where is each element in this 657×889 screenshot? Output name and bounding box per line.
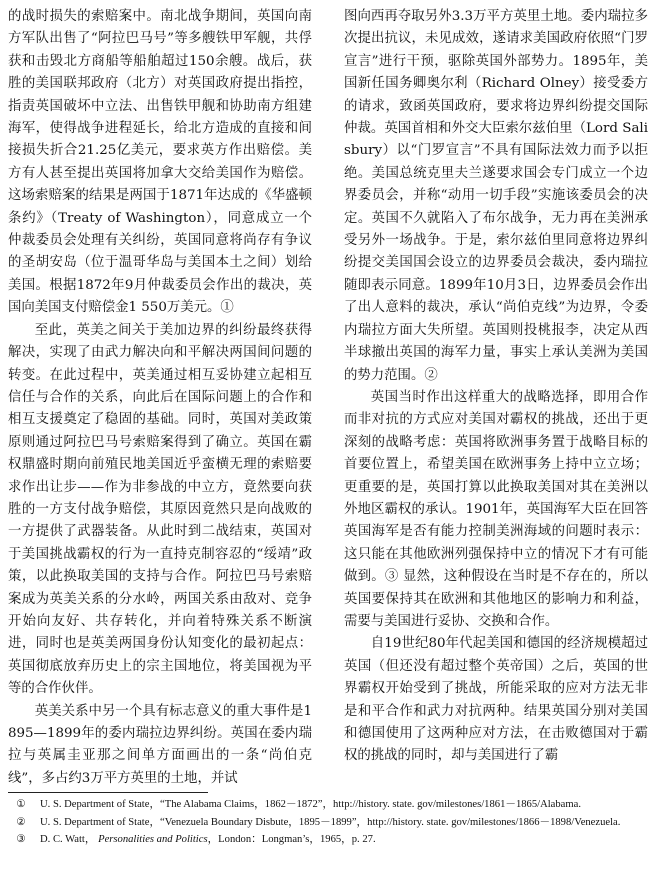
right-paragraph-2: 英国当时作出这样重大的战略选择，即用合作而非对抗的方式应对美国对霸权的挑战，还出于更深刻的战略考虑：英国将欧洲事务置于战略目标的首要位置上，希望美国在欧洲事务上持中立立场；更重要的是，英国打算以此换取美国对其在美洲以外地区霸权的承认。1901年，英国海军大臣在回答英国海军是否有能力控制美洲海域的问题时表示：这只能在其他欧洲列强保持中立的情况下才有可能做到。③ 显然，这种假设在当时是不存在的，所以英国要保持其在欧洲和其他地区的影响力和利益，需要与美国进行妥协、交换和合作。: [344, 389, 648, 629]
footnote-marker: ①: [16, 799, 26, 810]
footnote-marker: ②: [16, 816, 26, 828]
footnote-text: U. S. Department of State，“The Alabama Claims，1862－1872”，http://history. state. gov/milestones/1861－1865/Alabama.: [40, 799, 581, 810]
left-paragraph-2: 至此，英美之间关于美加边界的纠纷最终获得解决，实现了由武力解决向和平解决两国间问题的转变。在此过程中，英美通过相互妥协建立起相互信任与合作的关系，向此后在国际问题上的合作和相互支援奠定了稳固的基础。同时，英国对美政策原则通过阿拉巴马号索赔案得到了确立。英国在霸权鼎盛时期向前殖民地美国近乎蛮横无理的索赔要求作出让步——作为非参战的中立方，竟然要向获胜的一方支付战争赔偿，其原因竟然只是向战败的一方提供了武器装备。从此时到二战结束，英国对于美国挑战霸权的行为一直持克制容忍的“绥靖”政策，以此换取美国的支持与合作。阿拉巴马号索赔案成为英美关系的分水岭，两国关系由敌对、竞争开始向友好、共存转化，并向着特殊关系不断演进，同时也是英美两国身份认知变化的最初起点：英国彻底放弃历史上的宗主国地位，将美国视为平等的合作伙伴。: [8, 322, 312, 697]
footnotes: [10, 797, 650, 850]
footnote-marker: ③: [16, 834, 26, 846]
left-paragraph-3: 英美关系中另一个具有标志意义的重大事件是1895—1899年的委内瑞拉边界纠纷。英国在委内瑞拉与英属圭亚那之间单方面画出的一条“尚伯克线”，多占约3万平方英里的土地，并试: [8, 703, 312, 786]
right-paragraph-3: 自19世纪80年代起美国和德国的经济规模超过英国（但还没有超过整个英帝国）之后，英国的世界霸权开始受到了挑战，所能采取的应对方法无非是和平合作和武力对抗两种。结果英国分别对美国和德国使用了这两种应对方法，在击败德国对于霸权的挑战的同时，却与美国进行了霸: [344, 636, 648, 764]
footnote-publication: ，London：Longman’s，1965，p. 27.: [207, 834, 376, 846]
footnote-3: [10, 832, 650, 848]
right-paragraph-1: 图向西再夺取另外3.3万平方英里土地。委内瑞拉多次提出抗议，未见成效，遂请求美国政府依照“门罗宣言”进行干预，驱除英国外部势力。1895年，美国新任国务卿奥尔利（Richard Olney）接受委方的请求，致函英国政府，要求将边界纠纷提交国际仲裁。英国首相和外交大臣索尔兹伯里（Lord Salisbury）以“门罗宣言”不具有国际法效力而予以拒绝。美国总统克里夫兰遂要求国会专门成立一个边界委员会，并称“动用一切手段”实施该委员会的决定。英国不久就陷入了布尔战争，无力再在美洲承受另外一场战争。于是，索尔兹伯里同意将边界纠纷提交美国国会设立的边界委员会裁决，委内瑞拉随即表示同意。1899年10月3日，边界委员会作出了出人意料的裁决，承认“尚伯克线”为边界，令委内瑞拉方面大失所望。英国则投桃报李，决定从西半球撤出英国的海军力量，事实上承认美洲为美国的势力范围。②: [344, 9, 648, 383]
footnote-author: D. C. Watt，: [40, 834, 96, 846]
footnote-text: U. S. Department of State，“Venezuela Boundary Disbute，1895－1899”，http://history. state. gov/milestones/1866－1898/Venezuela.: [40, 816, 621, 828]
left-paragraph-1: 的战时损失的索赔案中。南北战争期间，英国向南方军队出售了“阿拉巴马号”等多艘铁甲军舰，共俘获和击毁北方商船等船舶超过150余艘。战后，获胜的美国联邦政府（北方）对英国政府提出指控，指责英国破坏中立法、出售铁甲舰和协助南方组建海军，使得战争进程延长，给北方造成的直接和间接损失折合21.25亿美元，要求英方作出赔偿。美方有人甚至提出英国将加拿大交给美国作为赔偿。这场索赔案的结果是两国于1871年达成的《华盛顿条约》（Treaty of Washington），同意成立一个仲裁委员会处理有关纠纷，英国同意将尚存有争议的圣胡安岛（位于温哥华岛与美国本土之间）划给美国。根据1872年9月仲裁委员会作出的裁决，英国向美国支付赔偿金1 550万美元。①: [8, 9, 312, 316]
footnote-1: [10, 797, 650, 813]
right-column: [344, 6, 648, 768]
left-column: [8, 6, 312, 790]
footnote-divider: [8, 792, 208, 793]
footnote-2: [10, 815, 650, 831]
footnote-book-title: Personalities and Politics: [98, 834, 208, 846]
